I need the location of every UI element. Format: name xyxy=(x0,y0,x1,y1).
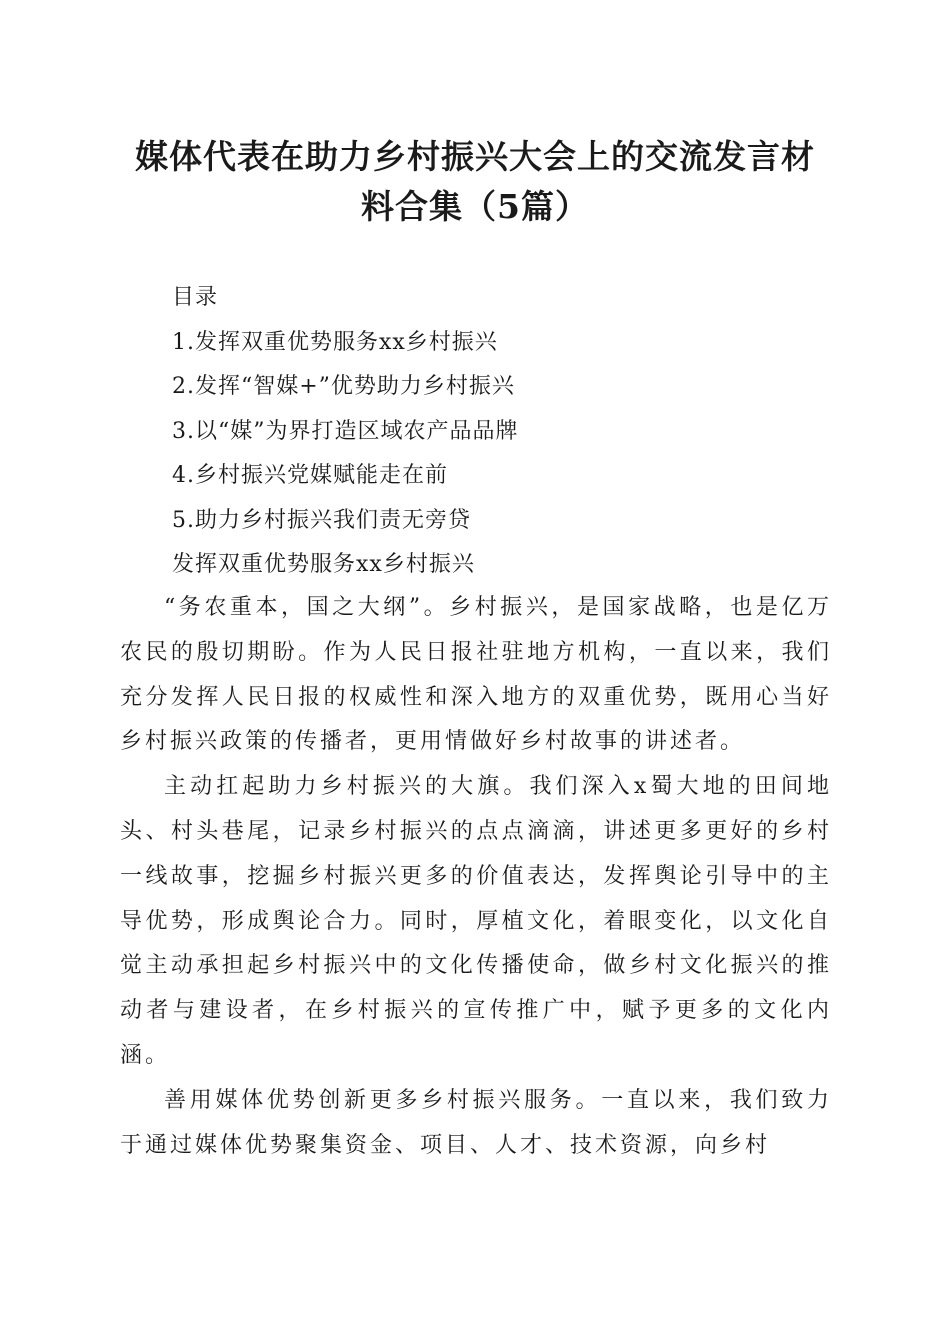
body-text xyxy=(120,586,832,1168)
table-of-contents xyxy=(172,276,832,588)
toc-item-3: 3.以“媒”为界打造区域农产品品牌 xyxy=(172,418,519,444)
paragraph-1: “务农重本，国之大纲”。乡村振兴，是国家战略，也是亿万农民的殷切期盼。作为人民日报社驻地方机构，一直以来，我们充分发挥人民日报的权威性和深入地方的双重优势，既用心当好乡村振兴政策的传播者，更用情做好乡村故事的讲述者。 xyxy=(120,595,832,755)
document-title xyxy=(100,132,850,232)
paragraph-2: 主动扛起助力乡村振兴的大旗。我们深入x蜀大地的田间地头、村头巷尾，记录乡村振兴的点点滴滴，讲述更多更好的乡村一线故事，挖掘乡村振兴更多的价值表达，发挥舆论引导中的主导优势，形成舆论合力。同时，厚植文化，着眼变化，以文化自觉主动承担起乡村振兴中的文化传播使命，做乡村文化振兴的推动者与建设者，在乡村振兴的宣传推广中，赋予更多的文化内涵。 xyxy=(120,774,832,1068)
section-heading: 发挥双重优势服务xx乡村振兴 xyxy=(172,552,475,577)
title-line-1: 媒体代表在助力乡村振兴大会上的交流发言材 xyxy=(135,137,815,176)
toc-item-2: 2.发挥“智媒+”优势助力乡村振兴 xyxy=(172,374,515,399)
toc-item-4: 4.乡村振兴党媒赋能走在前 xyxy=(172,463,448,488)
toc-item-5: 5.助力乡村振兴我们责无旁贷 xyxy=(172,507,471,533)
toc-item-1: 1.发挥双重优势服务xx乡村振兴 xyxy=(172,329,498,355)
paragraph-3: 善用媒体优势创新更多乡村振兴服务。一直以来，我们致力于通过媒体优势聚集资金、项目、人才、技术资源，向乡村 xyxy=(120,1087,832,1158)
title-line-2: 料合集（5篇） xyxy=(361,187,589,226)
toc-heading: 目录 xyxy=(172,285,219,310)
